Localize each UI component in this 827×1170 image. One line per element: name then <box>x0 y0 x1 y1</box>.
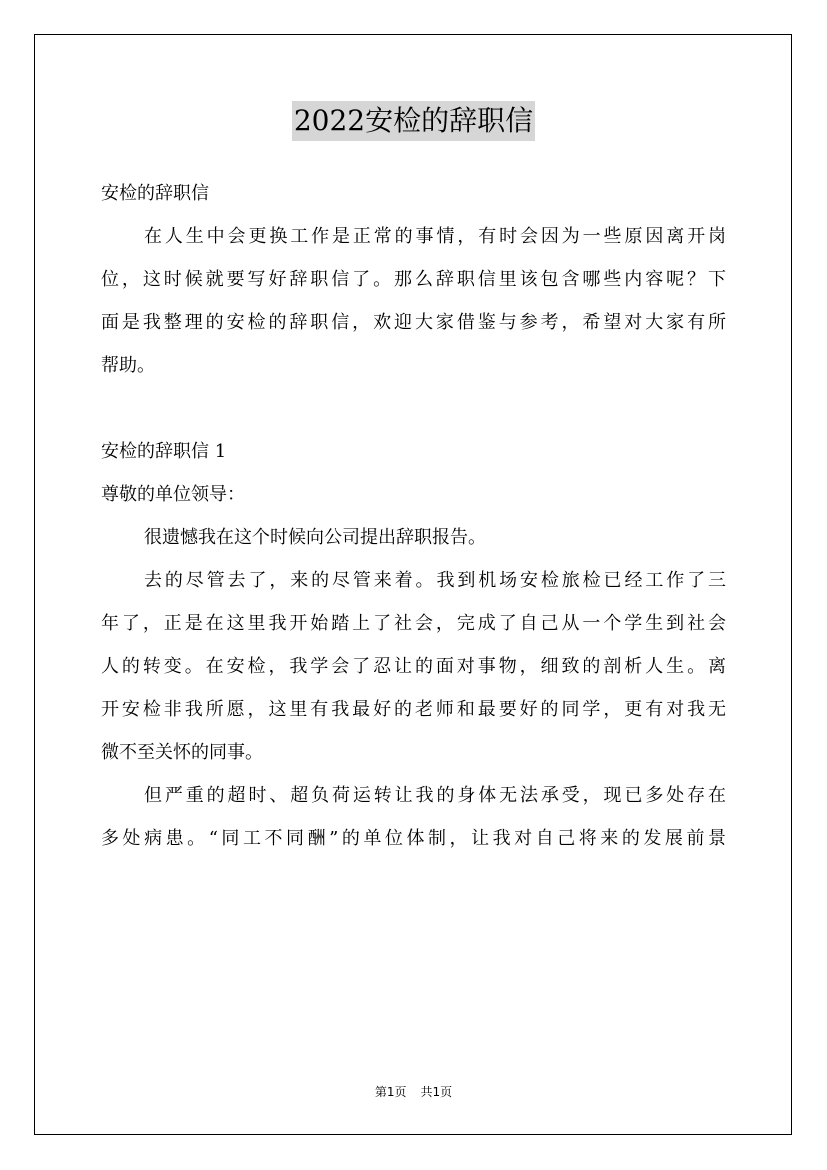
paragraph-2-line-5: 微不至关怀的同事。 <box>101 742 263 763</box>
paragraph-2-line-1: 去的尽管去了，来的尽管来着。我到机场安检旅检已经工作了三 <box>144 570 726 591</box>
paragraph-1: 很遗憾我在这个时候向公司提出辞职报告。 <box>144 527 486 548</box>
intro-line-2: 位，这时候就要写好辞职信了。那么辞职信里该包含哪些内容呢？下 <box>101 269 726 290</box>
document-heading: 安检的辞职信 <box>101 183 209 204</box>
title-container <box>0 101 827 141</box>
paragraph-2-line-2: 年了，正是在这里我开始踏上了社会，完成了自己从一个学生到社会 <box>101 613 726 634</box>
intro-line-1: 在人生中会更换工作是正常的事情，有时会因为一些原因离开岗 <box>144 226 726 247</box>
section-title: 安检的辞职信 1 <box>101 441 227 462</box>
paragraph-2-line-3: 人的转变。在安检，我学会了忍让的面对事物，细致的剖析人生。离 <box>101 656 726 677</box>
document-body <box>101 172 726 860</box>
intro-line-3: 面是我整理的安检的辞职信，欢迎大家借鉴与参考，希望对大家有所 <box>101 312 726 333</box>
salutation: 尊敬的单位领导： <box>101 484 245 505</box>
paragraph-3-line-2: 多处病患。“同工不同酬”的单位体制，让我对自己将来的发展前景 <box>101 828 726 849</box>
paragraph-2-line-4: 开安检非我所愿，这里有我最好的老师和最要好的同学，更有对我无 <box>101 699 726 720</box>
document-title: 2022安检的辞职信 <box>292 101 535 141</box>
blank-line <box>101 387 726 430</box>
page-number: 第1页 <box>374 1085 407 1099</box>
intro-line-4: 帮助。 <box>101 355 155 376</box>
paragraph-3-line-1: 但严重的超时、超负荷运转让我的身体无法承受，现已多处存在 <box>144 785 726 806</box>
page-total: 共1页 <box>420 1085 453 1099</box>
page-footer <box>0 1083 827 1100</box>
